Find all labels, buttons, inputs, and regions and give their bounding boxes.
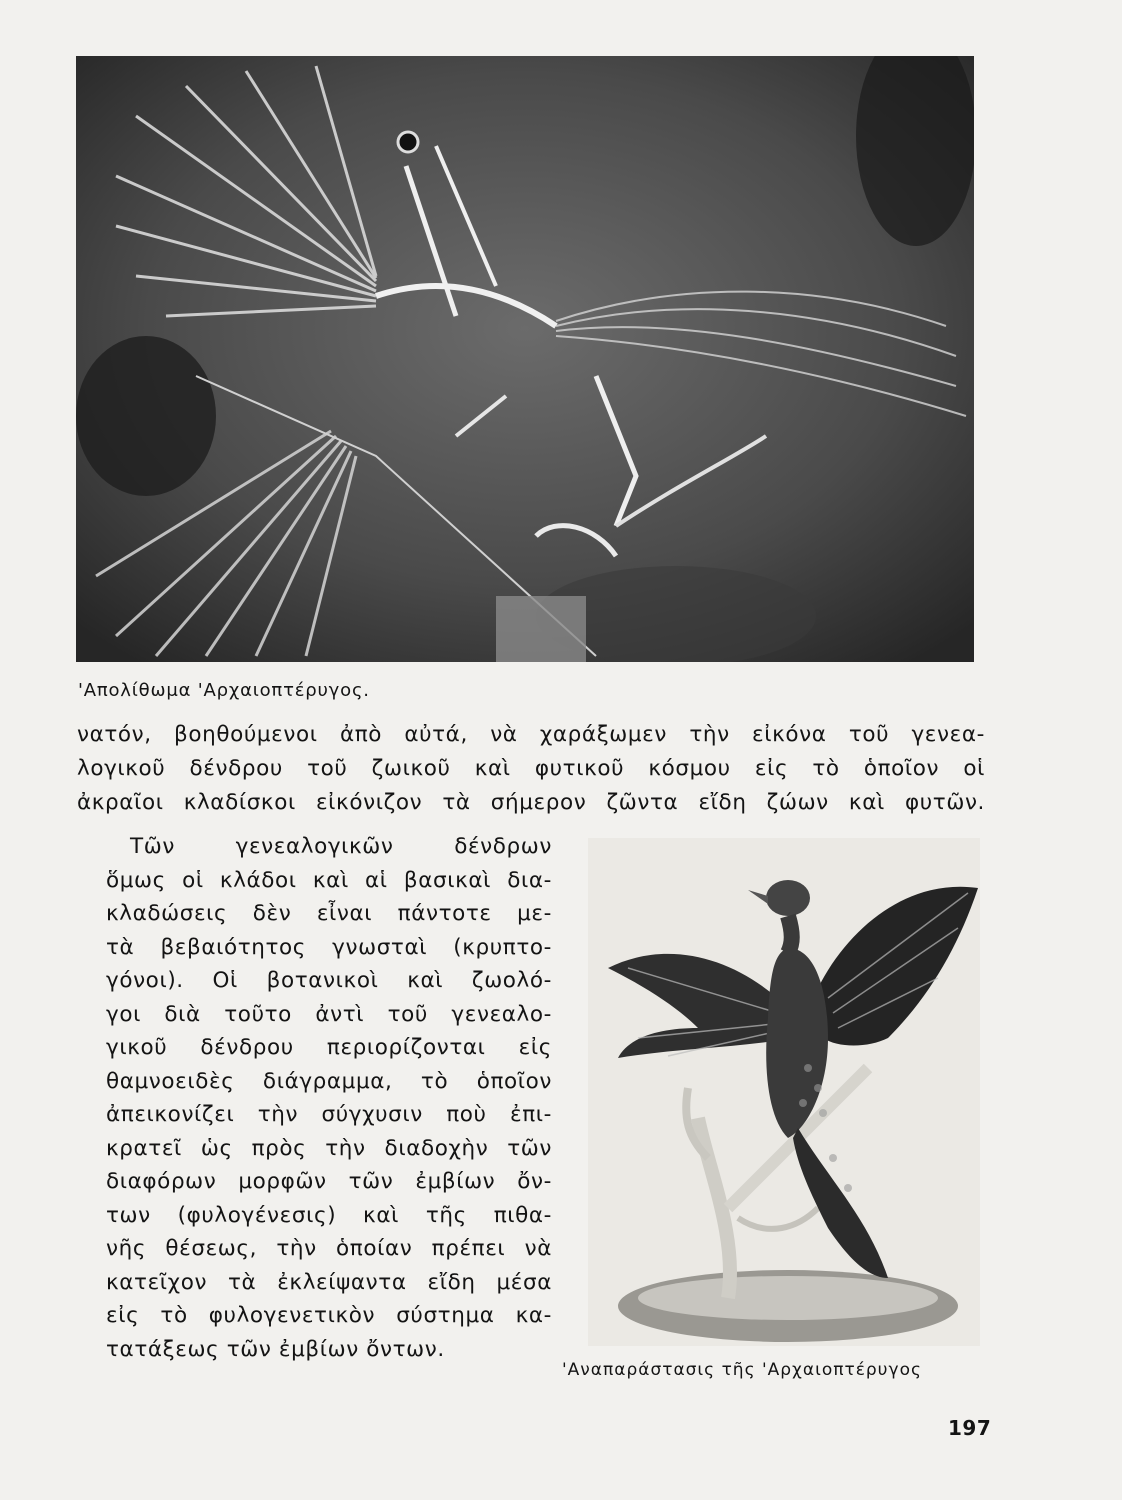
paragraph-1 — [77, 718, 985, 820]
text-line: νῆς θέσεως, τὴν ὁποίαν πρέπει νὰ — [106, 1236, 552, 1261]
text-line: των (φυλογένεσις) καὶ τῆς πιθα- — [106, 1202, 552, 1228]
reconstruction-photo — [588, 838, 980, 1346]
page-number: 197 — [948, 1416, 992, 1440]
text-line: ὅμως οἱ κλάδοι καὶ αἱ βασικαὶ δια- — [106, 867, 552, 893]
text-line: λογικοῦ δένδρου τοῦ ζωικοῦ καὶ φυτικοῦ κόσμου εἰς τὸ ὁποῖον οἱ — [77, 756, 985, 781]
text-line: τατάξεως τῶν ἐμβίων ὄντων. — [106, 1336, 445, 1362]
reconstruction-caption: 'Αναπαράστασις τῆς 'Αρχαιοπτέρυγος — [562, 1360, 922, 1380]
fossil-image — [76, 56, 974, 662]
text-line: ἀπεικονίζει τὴν σύγχυσιν ποὺ ἐπι- — [106, 1102, 552, 1127]
text-line: διαφόρων μορφῶν τῶν ἐμβίων ὄν- — [106, 1169, 552, 1194]
text-line: γόνοι). Οἱ βοτανικοὶ καὶ ζωολό- — [106, 968, 552, 993]
text-line: κατεῖχον τὰ ἐκλείψαντα εἴδη μέσα — [106, 1269, 552, 1295]
text-line: νατόν, βοηθούμενοι ἀπὸ αὐτά, νὰ χαράξωμεν τὴν εἰκόνα τοῦ γενεα- — [77, 722, 985, 747]
fossil-caption: 'Απολίθωμα 'Αρχαιοπτέρυγος. — [78, 680, 370, 701]
text-line: γοι διὰ τοῦτο ἀντὶ τοῦ γενεαλο- — [106, 1001, 552, 1027]
text-line: Τῶν γενεαλογικῶν δένδρων — [130, 834, 552, 859]
text-line: κλαδώσεις δὲν εἶναι πάντοτε με- — [106, 901, 552, 926]
paragraph-2 — [106, 830, 552, 1366]
reconstruction-image — [588, 838, 980, 1346]
text-line: ἀκραῖοι κλαδίσκοι εἰκόνιζον τὰ σήμερον ζῶντα εἴδη ζώων καὶ φυτῶν. — [77, 790, 985, 815]
text-line: θαμνοειδὲς διάγραμμα, τὸ ὁποῖον — [106, 1068, 552, 1094]
text-line: κρατεῖ ὡς πρὸς τὴν διαδοχὴν τῶν — [106, 1135, 552, 1161]
fossil-photo — [76, 56, 974, 662]
text-line: γικοῦ δένδρου περιορίζονται εἰς — [106, 1035, 552, 1060]
text-line: τὰ βεβαιότητος γνωσταὶ (κρυπτο- — [106, 934, 552, 960]
text-line: εἰς τὸ φυλογενετικὸν σύστημα κα- — [106, 1303, 552, 1328]
